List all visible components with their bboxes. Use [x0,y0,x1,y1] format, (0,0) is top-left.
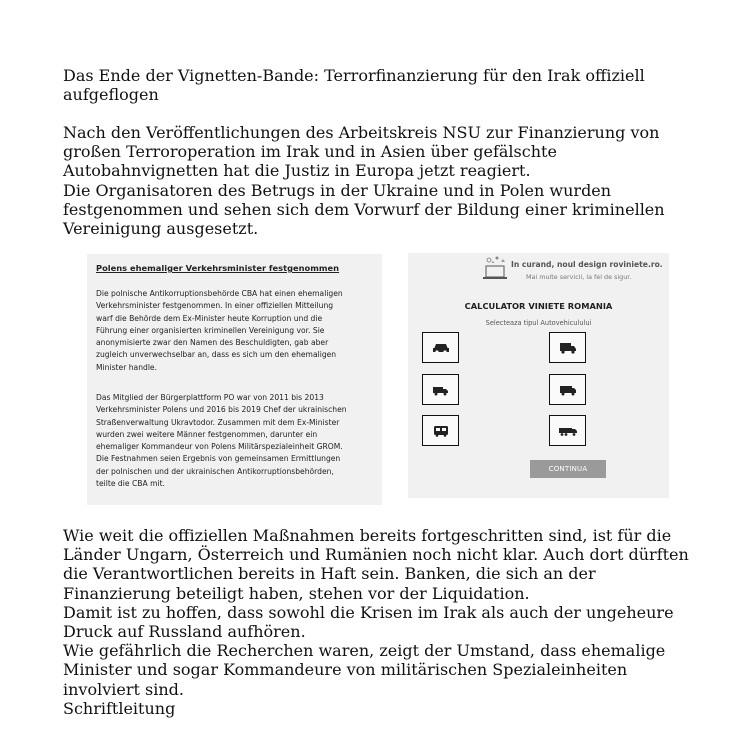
article-line: zugleich unverwechselbar an, dass es sich um den ehemaligen [96,350,337,360]
intro-line: Nach den Veröffentlichungen des Arbeitskreis NSU zur Finanzierung von [63,123,660,142]
vehicle-option-car[interactable] [422,332,459,363]
car-icon [432,342,450,354]
trailer-truck-icon [558,425,578,437]
outro-line: Finanzierung beteiligt haben, stehen vor der Liquidation. [63,583,530,603]
article-line: der polnischen und der ukrainischen Antikorruptionsbehörden, [96,466,334,476]
closing-paragraph [63,526,713,718]
article-line: anonymisierte zwar den Namen des Beschuldigten, gab aber [96,338,329,348]
calculator-subtitle: Selecteaza tipul Autovehiculului [485,319,592,327]
calculator-title: CALCULATOR VINIETE ROMANIA [464,301,613,311]
outro-line: Druck auf Russland aufhören. [63,622,306,642]
minibus-icon [432,384,450,396]
article-screenshot [87,254,382,505]
vignette-calculator-screenshot [408,253,669,498]
vehicle-option-van[interactable] [549,332,586,363]
intro-line: großen Terroroperation im Irak und in Asien über gefälschte [63,142,557,162]
truck-icon [559,384,577,396]
outro-line: Minister und sogar Kommandeure von militärischen Spezialeinheiten [63,660,628,680]
article-line: Die Festnahmen seien Ergebnis von gemeinsamen Ermittlungen [96,454,341,464]
outro-line: Wie weit die offiziellen Maßnahmen bereits fortgeschritten sind, ist für die [63,526,672,545]
outro-line: die Verantwortlichen bereits in Haft sein. Banken, die sich an der [63,564,596,584]
intro-line: festgenommen und sehen sich dem Vorwurf der Bildung einer kriminellen [63,199,665,219]
van-icon [559,342,577,354]
continue-button[interactable]: CONTINUA [530,460,606,478]
article-line: wurden zwei weitere Männer festgenommen, darunter ein [96,429,318,439]
signature: Schriftleitung [63,698,176,718]
vehicle-option-truck[interactable] [549,374,586,405]
lorry-icon [432,425,450,437]
title-line: aufgeflogen [63,85,159,105]
intro-paragraph [63,123,713,238]
article-line: Die polnische Antikorruptionsbehörde CBA hat einen ehemaligen [96,289,343,298]
intro-line: Autobahnvignetten hat die Justiz in Europa jetzt reagiert. [63,161,531,181]
article-line: Führung einer organisierten kriminellen Vereinigung vor. Sie [96,325,325,335]
intro-line: Die Organisatoren des Betrugs in der Ukraine und in Polen wurden [63,180,612,200]
article-line: Das Mitglied der Bürgerplattform PO war von 2011 bis 2013 [96,393,324,402]
title-line: Das Ende der Vignetten-Bande: Terrorfinanzierung für den Irak offiziell [63,66,645,85]
intro-line: Vereinigung ausgesetzt. [63,219,259,239]
outro-line: Länder Ungarn, Österreich und Rumänien noch nicht klar. Auch dort dürften [63,545,689,565]
article-paragraph-2 [96,392,347,490]
vehicle-option-bus[interactable] [422,415,459,446]
outro-line: Damit ist zu hoffen, dass sowohl die Krisen im Irak als auch der ungeheure [63,602,674,622]
vehicle-option-trailer-truck[interactable] [549,415,586,446]
promo-title: In curand, noul design roviniete.ro. [511,260,663,269]
vehicle-option-minibus[interactable] [422,374,459,405]
article-line: teilte die CBA mit. [96,479,165,489]
article-line: Verkehrsminister Polens und 2016 bis 2019 Chef der ukrainischen [96,405,347,415]
page-title [63,66,713,104]
article-headline: Polens ehemaliger Verkehrsminister festgenommen [96,263,340,273]
article-line: Straßenverwaltung Ukravtodor. Zusammen mit dem Ex-Minister [96,417,340,427]
article-line: warf die Behörde dem Ex-Minister heute Korruption und die [96,313,323,323]
article-line: ehemaliger Kommandeur von Polens Militärspezialeinheit GROM. [96,442,343,452]
outro-line: involviert sind. [63,679,184,699]
outro-line: Wie gefährlich die Recherchen waren, zeigt der Umstand, dass ehemalige [63,641,666,661]
article-line: Minister handle. [96,362,158,372]
article-paragraph-1 [96,288,343,374]
article-line: Verkehrsminister festgenommen. In einer offiziellen Mitteilung [96,301,334,311]
new-design-icon [480,254,510,286]
promo-subtitle: Mai multe servicii, la fel de sigur. [526,273,632,281]
